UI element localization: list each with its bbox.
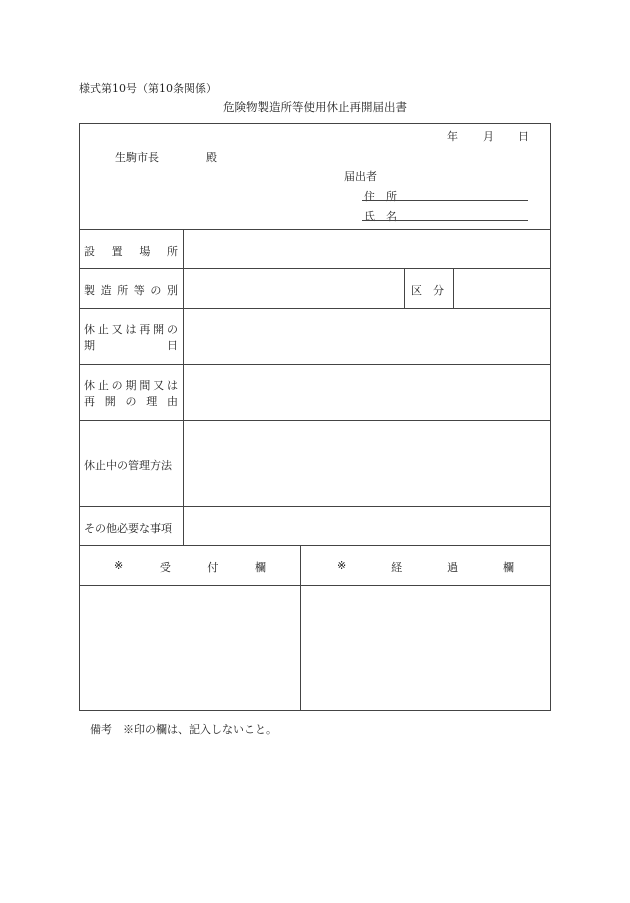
date-field[interactable] bbox=[184, 309, 550, 363]
progress-field bbox=[301, 586, 550, 710]
applicant-label: 届出者 bbox=[344, 170, 377, 183]
other-field[interactable] bbox=[184, 507, 550, 544]
address-field[interactable] bbox=[362, 200, 528, 201]
name-label: 氏 名 bbox=[364, 210, 397, 223]
facility-type-label: 製 造 所 等 の 別 bbox=[84, 284, 178, 297]
facility-type-field[interactable] bbox=[184, 269, 403, 307]
reception-header: ※ 受 付 欄 bbox=[114, 559, 266, 574]
date-label-line1: 休 止 又 は 再 開 の bbox=[84, 323, 178, 336]
category-divider bbox=[404, 268, 405, 308]
management-label: 休止中の管理方法 bbox=[84, 459, 172, 472]
name-field[interactable] bbox=[362, 220, 528, 221]
category-field[interactable] bbox=[454, 269, 550, 307]
date-label-line2: 期 日 bbox=[84, 339, 178, 352]
reason-field[interactable] bbox=[184, 365, 550, 419]
date-month-label: 月 bbox=[483, 130, 494, 143]
form-title: 危険物製造所等使用休止再開届出書 bbox=[223, 100, 407, 114]
reason-label-line1: 休 止 の 期 間 又 は bbox=[84, 379, 178, 392]
location-label: 設 置 場 所 bbox=[84, 245, 178, 258]
reception-field bbox=[80, 586, 299, 710]
date-year-label: 年 bbox=[447, 130, 458, 143]
reason-label-line2: 再 開 の 理 由 bbox=[84, 395, 178, 408]
address-label: 住 所 bbox=[364, 190, 397, 203]
category-label: 区 分 bbox=[411, 284, 444, 297]
progress-header: ※ 経 過 欄 bbox=[337, 559, 514, 574]
date-day-label: 日 bbox=[518, 130, 529, 143]
addressee: 生駒市長 bbox=[115, 151, 159, 164]
other-label: その他必要な事項 bbox=[84, 522, 172, 535]
management-field[interactable] bbox=[184, 421, 550, 505]
honorific: 殿 bbox=[206, 151, 217, 164]
note: 備考 ※印の欄は、記入しないこと。 bbox=[90, 723, 277, 736]
form-number: 様式第10号（第10条関係） bbox=[79, 82, 217, 95]
location-field[interactable] bbox=[184, 230, 550, 268]
row-divider bbox=[79, 545, 551, 546]
